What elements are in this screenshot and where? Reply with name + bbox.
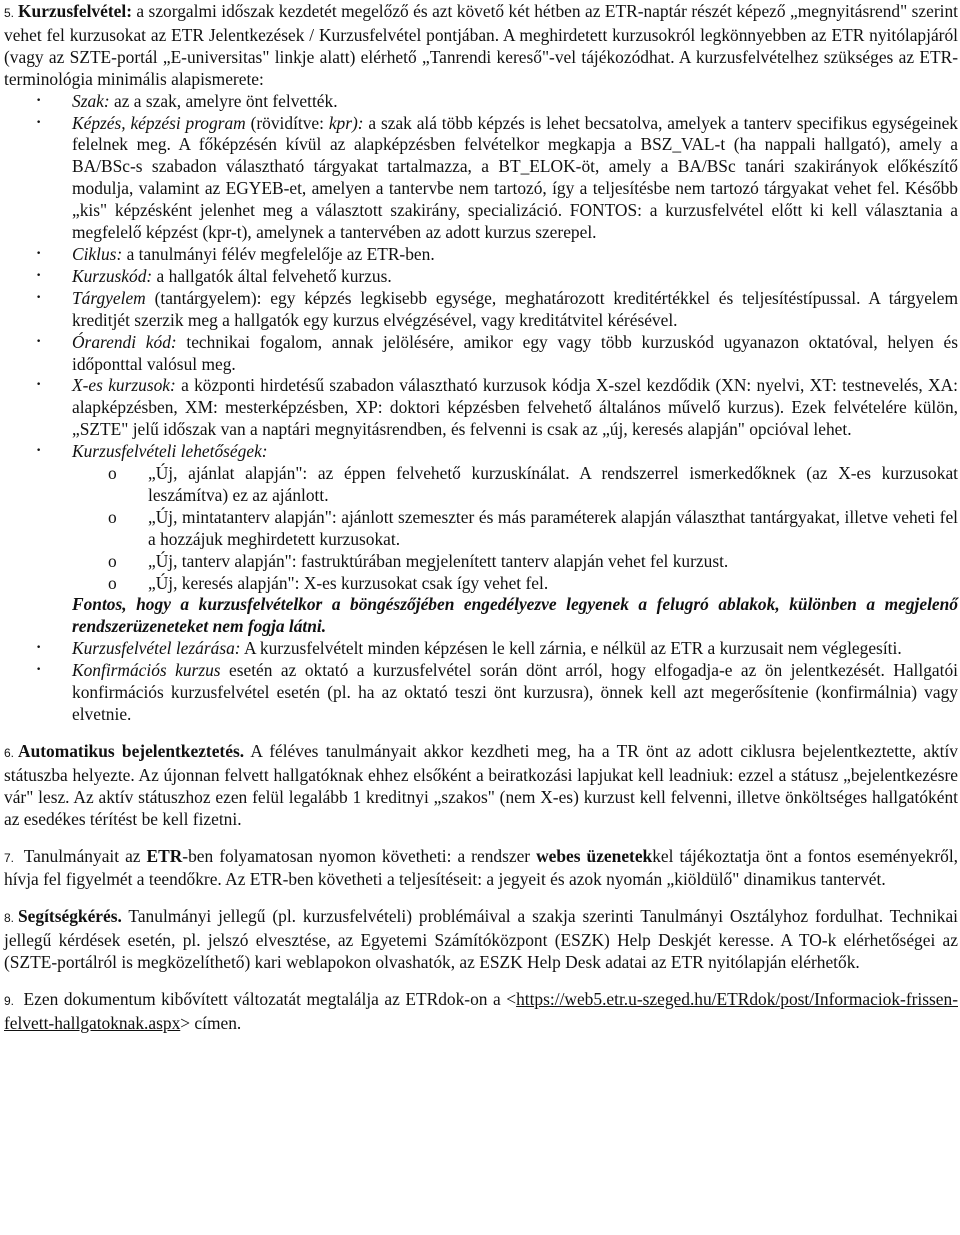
list-item [4, 266, 958, 288]
list-item [4, 288, 958, 332]
term: Órarendi kód: [72, 331, 177, 352]
term-text: a tanulmányi félév megfelelője az ETR-ben. [122, 243, 435, 264]
section-text: kel tájékoztatja önt a fontos eseményekről, hívja fel figyelmét a teendőkre. Az ETR-ben követheti a teljesítéseit: a jegyeit és azok nyomán „kiöldülő" dinamikus tantervét. [4, 845, 958, 890]
term-text: az a szak, amelyre önt felvették. [109, 90, 338, 111]
option-item: o „Új, tanterv alapján": fastruktúrában megjelenített tanterv alapján vehet fel kurzust. [72, 551, 958, 573]
list-item [4, 91, 958, 113]
list-item [4, 113, 958, 244]
list-item [4, 660, 958, 726]
section-number: 6. [4, 745, 15, 760]
bold-term: webes üzenetek [536, 845, 653, 866]
important-notice: Fontos, hogy a kurzusfelvételkor a böngészőjében engedélyezve legyenek a felugró ablakok, különben a megjelenő rendszerüzeneteket nem fogja látni. [72, 594, 958, 637]
term-text: a hallgatók által felvehető kurzus. [152, 265, 392, 286]
option-item: o „Új, ajánlat alapján": az éppen felvehető kurzuskínálat. A rendszerrel ismerkedőknek (az X-es kurzusokat leszámítva) ez az ajánlott. [72, 463, 958, 507]
list-item [4, 638, 958, 660]
section-9 [4, 989, 958, 1035]
term-text: a központi hirdetésű szabadon választható kurzusok kódja X-szel kezdődik (XN: nyelvi, XT: testnevelés, XA: alapképzésben, XM: mesterképzésben, XP: doktori képzésben felvehető általános művelő kurzus). Ezek felvételére külön, „SZTE" jelű időszak van a naptári megnyitásrendben, és felvenni is csak az „új, keresés alapján" opcióval lehet. [72, 375, 958, 440]
option-item: o „Új, keresés alapján": X-es kurzusokat csak így vehet fel. [72, 573, 958, 595]
term: Kurzusfelvételi lehetőségek: [72, 441, 268, 462]
term: kpr): [328, 112, 364, 133]
term-text: (tantárgyelem): egy képzés legkisebb egysége, meghatározott kreditértékkel és teljesítéstípussal. A tárgyelem kreditjét szerzik meg a hallgatók egy kurzus elvégzésével, vagy kreditátvitel kérésével. [72, 287, 958, 330]
list-item [4, 332, 958, 376]
section-text: > címen. [180, 1012, 242, 1033]
terminology-list-2 [4, 638, 958, 726]
term: X-es kurzusok: [72, 375, 176, 396]
section-text: Ezen dokumentum kibővített változatát megtalálja az ETRdok-on a < [18, 989, 517, 1010]
term-text: (rövidítve: [245, 112, 329, 133]
term: Kurzuskód: [72, 265, 153, 286]
section-number: 7. [4, 850, 15, 865]
section-text: a szorgalmi időszak kezdetét megelőző és azt követő két hétben az ETR-naptár részét képező „megnyitásrend" szerint vehet fel kurzusokat az ETR Jelentkezések / Kurzusfelvétel pontjában. A meghirdetett kurzusokról legkönnyebben az ETR nyitólapjáról (vagy az SZTE-portál „E-universitas" linkje alatt) elérhető „Tanrendi kereső"-vel tájékozódhat. A kurzusfelvételhez szükséges az ETR-terminológia minimális alapismerete: [4, 1, 958, 89]
list-item [4, 244, 958, 266]
term: Szak: [72, 90, 110, 111]
options-list [72, 463, 958, 594]
list-item [4, 441, 958, 594]
term: Tárgyelem [72, 287, 146, 308]
section-5-intro [4, 1, 958, 91]
section-number: 9. [4, 994, 15, 1009]
list-item [4, 375, 958, 441]
section-number: 8. [4, 911, 15, 926]
bold-term: ETR [146, 845, 183, 866]
term: Konfirmációs kurzus [72, 660, 221, 681]
term: Képzés, képzési program [72, 112, 246, 133]
etrdok-link[interactable]: https://web5.etr.u-szeged.hu/ETRdok/post/Informaciok-frissen-felvett-hallgatoknak.aspx [4, 989, 958, 1033]
section-text: -ben folyamatosan nyomon követheti: a rendszer [182, 845, 537, 866]
term-text: A kurzusfelvételt minden képzésen le kell zárnia, e nélkül az ETR a kurzusait nem véglegesíti. [240, 638, 902, 659]
term: Ciklus: [72, 243, 123, 264]
section-number: 5. [4, 6, 15, 20]
section-title: Segítségkérés. [18, 906, 122, 927]
option-item: o „Új, mintatanterv alapján": ajánlott szemeszter és más paraméterek alapján választhat tantárgyakat, illetve veheti fel a hozzájuk meghirdetett kurzusokat. [72, 507, 958, 551]
section-text: Tanulmányait az [18, 845, 147, 866]
terminology-list [4, 91, 958, 595]
section-text: Tanulmányi jellegű (pl. kurzusfelvételi) problémáival a szakja szerinti Tanulmányi Osztályhoz fordulhat. Technikai jellegű kérdések esetén, pl. jelszó elvesztése, az Egyetemi Számítóközpont (ESZK) Help Deskjét keresse. A TO-k elérhetőségei az (SZTE-portálról is megközelíthető) kari weblapokon olvashatók, az ESZK Help Desk adatai az ETR nyitólapján elérhetők. [4, 906, 958, 973]
term: Kurzusfelvétel lezárása: [72, 638, 241, 659]
section-8 [4, 906, 958, 974]
section-7 [4, 846, 958, 892]
section-text: A féléves tanulmányait akkor kezdheti meg, ha a TR önt az adott ciklusra bejelentkeztette, aktív státuszba helyezte. Az újonnan felvett hallgatóknak ehhez elsőként a beiratkozási lapjukat kell leadniuk: ezzel a státusz „bejelentkezésre vár" lesz. Az aktív státuszhoz ezen felül legalább 1 kreditnyi „szakos" (nem X-es) kurzust kell felvenni, illetve önköltséges hallgatóként az esedékes térítést be kell fizetni. [4, 740, 958, 829]
term-text: technikai fogalom, annak jelölésére, amikor egy vagy több kurzuskód ugyanazon oktatóval, helyen és időponttal valósul meg. [72, 331, 958, 374]
section-title: Automatikus bejelentkeztetés. [18, 740, 245, 761]
term-text: a szak alá több képzés is lehet becsatolva, amelyek a tanterv specifikus egységeinek felelnek meg. A főképzésén kívül az alapképzésben felvételkor megkapja a BSZ_VAL-t (ha nappali hallgató), amely a BA/BSc-s szabadon választható tárgyakat tartalmazza, a BT_ELOK-öt, amely a BA/BSc tanári szakirányok előkészítő modulja, valamint az EGYEB-et, amelyen a tantervbe nem tartozó, így a teljesítésbe nem tartozó tárgyakat vehet fel. Később „kis" képzésként jelenhet meg a választott szakirány, specializáció. FONTOS: a kurzusfelvétel előtt ki kell választania a megfelelő képzést (kpr-t), amelynek a tantervében az adott kurzus szerepel. [72, 112, 958, 243]
term-text: esetén az oktató a kurzusfelvétel során dönt arról, hogy elfogadja-e az ön jelentkezését. Hallgatói konfirmációs kurzusfelvétel esetén (pl. ha az oktató teszi önt kurzusra), önnek kell azt megerősítenie (konfirmálnia) vagy elvetnie. [72, 660, 958, 724]
section-6 [4, 741, 958, 831]
section-title: Kurzusfelvétel: [18, 1, 132, 21]
